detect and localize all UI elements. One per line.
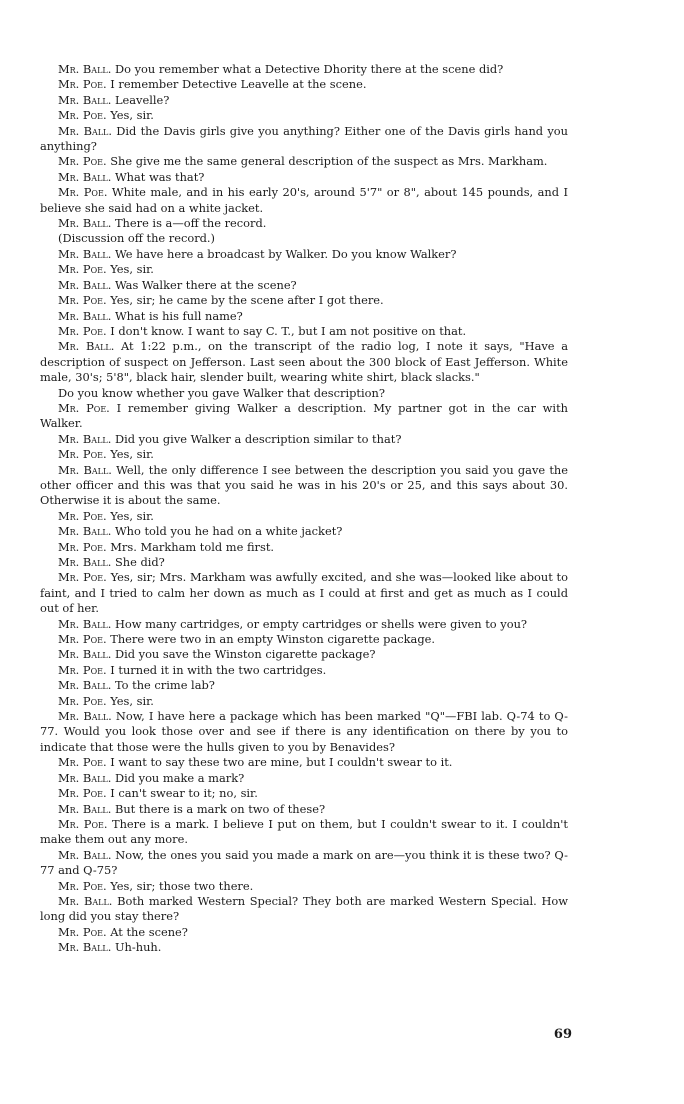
transcript-paragraph — [40, 432, 568, 447]
transcript-paragraph — [40, 524, 568, 539]
spoken-text: I turned it in with the two cartridges. — [110, 662, 327, 677]
spoken-text: She did? — [114, 555, 165, 569]
spoken-text: Well, the only difference I see between the description you said you gave the other officer and this was that you said he was in his 20's or 25, and this says about 30. Otherwise it is about the same. — [40, 462, 568, 508]
page-number: 69 — [553, 1027, 572, 1042]
spoken-text: What is his full name? — [114, 308, 243, 323]
speaker-label: Mr. Poe. — [58, 693, 107, 708]
speaker-label: Mr. Poe. — [58, 323, 107, 338]
transcript-paragraph — [40, 663, 568, 678]
transcript-paragraph — [40, 817, 568, 848]
speaker-label: Mr. Ball. — [58, 216, 112, 231]
spoken-text: At the scene? — [110, 924, 188, 939]
spoken-text: Leavelle? — [114, 92, 170, 107]
speaker-label: Mr. Ball. — [58, 524, 112, 539]
speaker-label: Mr. Poe. — [58, 662, 107, 677]
transcript-paragraph — [40, 216, 568, 231]
spoken-text: Yes, sir; those two there. — [110, 878, 254, 893]
speaker-label: Mr. Ball. — [58, 801, 112, 816]
spoken-text: I remember giving Walker a description. My partner got in the car with Walker. — [40, 400, 568, 431]
transcript-paragraph — [40, 231, 568, 246]
spoken-text: I can't swear to it; no, sir. — [110, 786, 258, 801]
transcript-paragraph — [40, 278, 568, 293]
speaker-label: Mr. Ball. — [58, 277, 112, 292]
spoken-text: I remember Detective Leavelle at the scene. — [110, 77, 367, 92]
transcript-paragraph — [40, 694, 568, 709]
spoken-text: Do you remember what a Detective Dhority there at the scene did? — [114, 62, 504, 76]
transcript-paragraph — [40, 540, 568, 555]
spoken-text: Did you give Walker a description similar to that? — [114, 431, 402, 446]
spoken-text: Do you know whether you gave Walker that description? — [58, 385, 385, 400]
transcript-paragraph — [40, 447, 568, 462]
spoken-text: Yes, sir. — [110, 108, 154, 123]
spoken-text: There is a mark. I believe I put on them, but I couldn't swear to it. I couldn't make them out any more. — [40, 816, 568, 847]
transcript-paragraph — [40, 771, 568, 786]
spoken-text: Mrs. Markham told me first. — [110, 539, 275, 554]
transcript-paragraph — [40, 925, 568, 940]
speaker-label: Mr. Ball. — [58, 709, 112, 724]
speaker-label: Mr. Poe. — [58, 924, 107, 939]
speaker-label: Mr. Ball. — [58, 647, 112, 662]
speaker-label: Mr. Poe. — [58, 262, 107, 277]
spoken-text: Now, the ones you said you made a mark on are—you think it is these two? Q-77 and Q-75? — [40, 847, 568, 878]
transcript-page — [40, 62, 568, 956]
spoken-text: White male, and in his early 20's, around 5'7" or 8", about 145 pounds, and I believe she said had on a white jacket. — [40, 185, 568, 215]
transcript-paragraph — [40, 108, 568, 123]
transcript-paragraph — [40, 262, 568, 277]
transcript-paragraph — [40, 339, 568, 385]
speaker-label: Mr. Ball. — [58, 339, 115, 354]
spoken-text: We have here a broadcast by Walker. Do you know Walker? — [114, 246, 457, 261]
speaker-label: Mr. Ball. — [58, 246, 112, 261]
spoken-text: There were two in an empty Winston cigarette package. — [110, 632, 435, 647]
speaker-label: Mr. Ball. — [58, 462, 112, 477]
transcript-paragraph — [40, 93, 568, 108]
transcript-body — [40, 62, 568, 956]
transcript-paragraph — [40, 879, 568, 894]
speaker-label: Mr. Poe. — [58, 447, 107, 462]
speaker-label: Mr. Ball. — [58, 940, 112, 955]
speaker-label: Mr. Ball. — [58, 431, 112, 446]
transcript-paragraph — [40, 185, 568, 216]
speaker-label: Mr. Ball. — [58, 555, 112, 569]
spoken-text: Yes, sir; he came by the scene after I got there. — [110, 293, 384, 308]
speaker-label: Mr. Poe. — [58, 77, 107, 92]
speaker-label: Mr. Poe. — [58, 400, 110, 415]
speaker-label: Mr. Poe. — [58, 293, 107, 308]
speaker-label: Mr. Ball. — [58, 62, 112, 76]
speaker-label: Mr. Ball. — [58, 893, 113, 908]
speaker-label: Mr. Ball. — [58, 770, 112, 785]
transcript-paragraph — [40, 647, 568, 662]
transcript-paragraph — [40, 463, 568, 509]
transcript-paragraph — [40, 386, 568, 401]
transcript-paragraph — [40, 848, 568, 879]
transcript-paragraph — [40, 570, 568, 616]
speaker-label: Mr. Poe. — [58, 185, 108, 200]
spoken-text: What was that? — [114, 169, 205, 184]
spoken-text: (Discussion off the record.) — [58, 231, 215, 246]
spoken-text: To the crime lab? — [114, 678, 215, 693]
speaker-label: Mr. Ball. — [58, 308, 112, 323]
speaker-label: Mr. Poe. — [58, 570, 107, 585]
spoken-text: Who told you he had on a white jacket? — [114, 524, 343, 539]
transcript-paragraph — [40, 802, 568, 817]
speaker-label: Mr. Ball. — [58, 616, 112, 631]
spoken-text: Yes, sir. — [110, 508, 154, 523]
spoken-text: She give me the same general description of the suspect as Mrs. Markham. — [110, 154, 548, 169]
speaker-label: Mr. Poe. — [58, 816, 108, 831]
spoken-text: I want to say these two are mine, but I couldn't swear to it. — [110, 755, 453, 770]
transcript-paragraph — [40, 678, 568, 693]
speaker-label: Mr. Ball. — [58, 92, 112, 107]
spoken-text: Yes, sir; Mrs. Markham was awfully excited, and she was—looked like about to faint, and I tried to calm her down as much as I could at first and get as much as I could out of her. — [40, 570, 568, 616]
transcript-paragraph — [40, 555, 568, 570]
spoken-text: But there is a mark on two of these? — [114, 801, 326, 816]
spoken-text: Was Walker there at the scene? — [114, 277, 297, 292]
spoken-text: How many cartridges, or empty cartridges or shells were given to you? — [114, 616, 528, 631]
speaker-label: Mr. Ball. — [58, 123, 112, 138]
transcript-paragraph — [40, 709, 568, 755]
speaker-label: Mr. Poe. — [58, 878, 107, 893]
speaker-label: Mr. Poe. — [58, 508, 107, 523]
transcript-paragraph — [40, 401, 568, 432]
transcript-paragraph — [40, 786, 568, 801]
spoken-text: There is a—off the record. — [114, 216, 267, 231]
speaker-label: Mr. Ball. — [58, 847, 112, 862]
speaker-label: Mr. Poe. — [58, 786, 107, 801]
spoken-text: Did the Davis girls give you anything? Either one of the Davis girls hand you anything? — [40, 123, 568, 154]
spoken-text: Yes, sir. — [110, 447, 154, 462]
spoken-text: Yes, sir. — [110, 262, 154, 277]
speaker-label: Mr. Ball. — [58, 169, 112, 184]
transcript-paragraph — [40, 170, 568, 185]
transcript-paragraph — [40, 124, 568, 155]
transcript-paragraph — [40, 509, 568, 524]
spoken-text: Uh-huh. — [114, 940, 162, 955]
transcript-paragraph — [40, 940, 568, 955]
speaker-label: Mr. Poe. — [58, 539, 107, 554]
transcript-paragraph — [40, 617, 568, 632]
spoken-text: Now, I have here a package which has been marked "Q"—FBI lab. Q-74 to Q-77. Would you look those over and see if there is any identification on there by you to indicate that those were the hulls given to you by Benavides? — [40, 709, 568, 754]
transcript-paragraph — [40, 324, 568, 339]
transcript-paragraph — [40, 632, 568, 647]
speaker-label: Mr. Poe. — [58, 108, 107, 123]
transcript-paragraph — [40, 293, 568, 308]
transcript-paragraph — [40, 77, 568, 92]
spoken-text: Both marked Western Special? They both are marked Western Special. How long did you stay there? — [40, 893, 568, 924]
spoken-text: At 1:22 p.m., on the transcript of the radio log, I note it says, "Have a description of suspect on Jefferson. Last seen about the 300 block of East Jefferson. White male, 30's; 5'8", black hair, slender built, wearing white shirt, black slacks." — [40, 339, 568, 385]
transcript-paragraph — [40, 247, 568, 262]
speaker-label: Mr. Ball. — [58, 678, 112, 693]
transcript-paragraph — [40, 154, 568, 169]
transcript-paragraph — [40, 755, 568, 770]
speaker-label: Mr. Poe. — [58, 755, 107, 770]
speaker-label: Mr. Poe. — [58, 154, 107, 169]
speaker-label: Mr. Poe. — [58, 632, 107, 647]
transcript-paragraph — [40, 62, 568, 77]
spoken-text: I don't know. I want to say C. T., but I am not positive on that. — [110, 323, 467, 338]
spoken-text: Did you save the Winston cigarette package? — [114, 647, 376, 662]
spoken-text: Yes, sir. — [110, 693, 154, 708]
spoken-text: Did you make a mark? — [114, 770, 245, 785]
transcript-paragraph — [40, 309, 568, 324]
transcript-paragraph — [40, 894, 568, 925]
